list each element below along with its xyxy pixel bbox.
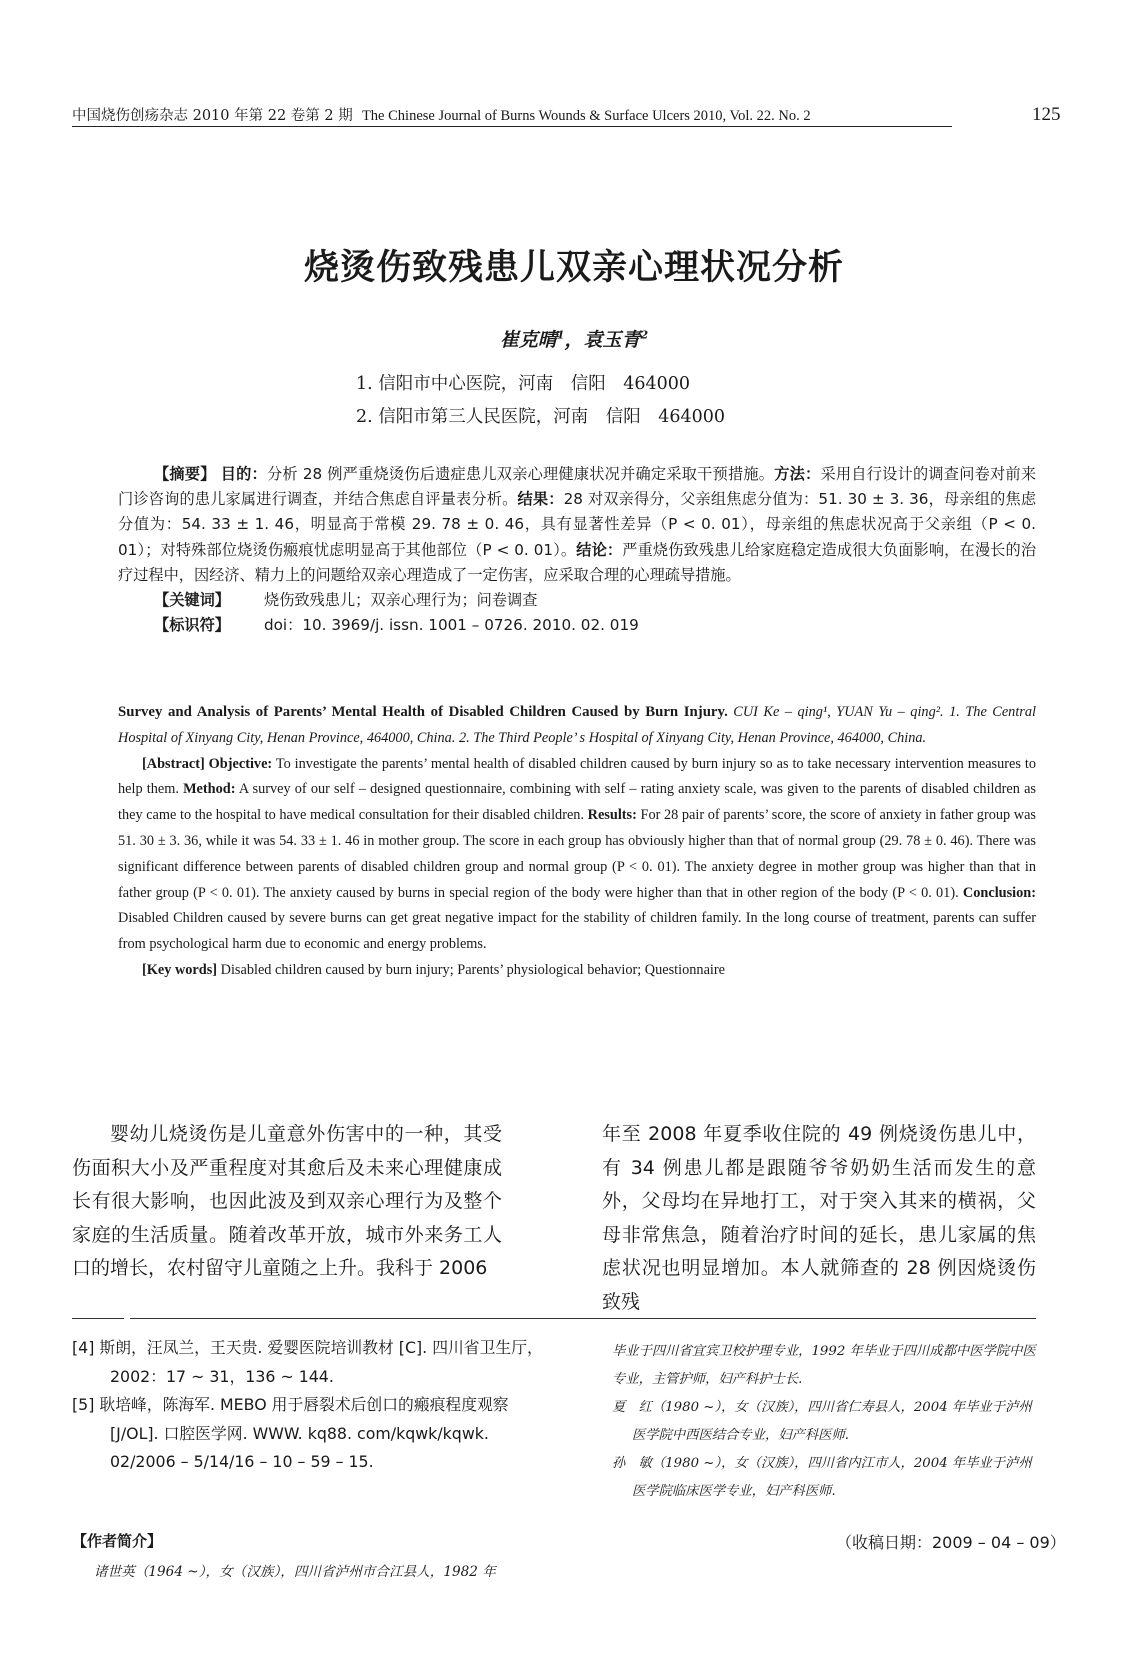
keywords-cn-label: 【关键词】 [154,591,230,610]
received-date: （收稿日期：2009 – 04 – 09） [836,1533,1066,1552]
body-column-left [72,1118,502,1286]
abstract-cn [118,462,1036,638]
method-label: 方法： [774,465,821,483]
abstract-en-body [118,752,1036,958]
footnote-rule-short [72,1318,124,1319]
keywords-cn: 烧伤致残患儿；双亲心理行为；问卷调查 [264,591,538,610]
english-affiliations: 1. The Central Hospital of Xinyang City, Henan Province, 464000, China. 2. The Third People’ s Hospital of Xinyang City, Henan Province, 464000, China. [118,704,1036,746]
author-bio-2: 夏 红（1980 ~），女（汉族），四川省仁寿县人，2004 年毕业于泸州医学院中西医结合专业，妇产科医师. [612,1400,1032,1443]
method-en-label: Method: [183,781,236,798]
result-label: 结果： [517,490,564,509]
keywords-cn-line [118,588,1036,613]
author-bio-heading: 【作者简介】 [72,1532,163,1550]
english-title: Survey and Analysis of Parents’ Mental Health of Disabled Children Caused by Burn Injury. [118,704,728,720]
footnote-rule [130,1318,1036,1319]
author-bios-right [612,1338,1038,1506]
abstract-en-header [118,700,1036,752]
identifier-line [118,613,1036,638]
method-text: 采用自行设计的调查问卷对前来门诊咨询的患儿家属进行调查，并结合焦虑自评量表分析。 [118,465,1037,509]
body-paragraph-left: 婴幼儿烧烫伤是儿童意外伤害中的一种，其受伤面积大小及严重程度对其愈后及未来心理健康成长有很大影响，也因此波及到双亲心理行为及整个家庭的生活质量。随着改革开放，城市外来务工人口的增长，农村留守儿童随之上升。我科于 2006 [72,1123,502,1279]
conclusion-text: 严重烧伤致残患儿给家庭稳定造成很大负面影响，在漫长的治疗过程中，因经济、精力上的问题给双亲心理造成了一定伤害，应采取合理的心理疏导措施。 [118,540,1037,584]
journal-name-en: The Chinese Journal of Burns Wounds & Surface Ulcers 2010, Vol. 22. No. 2 [361,108,811,124]
abstract-en-label: [Abstract] [142,755,205,772]
method-en-text: A survey of our self – designed questionnaire, combining with self – rating anxiety scale, was given to the parents of disabled children as they came to the hospital to have medical consultation for their disabled children. [118,781,1036,824]
objective-en-text: To investigate the parents’ mental health of disabled children caused by burn injury so as to take necessary intervention measures to help them. [118,755,1036,798]
journal-name-cn: 中国烧伤创疡杂志 2010 年第 22 卷第 2 期 [72,108,353,124]
affiliation-1: 1. 信阳市中心医院，河南 信阳 464000 [356,374,691,394]
results-en-label: Results: [587,807,637,824]
conclusion-label: 结论： [576,540,623,559]
page-number: 125 [1032,104,1061,125]
body-paragraph-right: 年至 2008 年夏季收住院的 49 例烧烫伤患儿中，有 34 例患儿都是跟随爷爷奶奶生活而发生的意外，父母均在异地打工，对于突入其来的横祸，父母非常焦急，随着治疗时间的延长，患儿家属的焦虑状况也明显增加。本人就筛查的 28 例因烧烫伤致残 [602,1123,1036,1313]
conclusion-en-label: Conclusion: [962,884,1037,901]
objective-label: 目的： [220,465,267,483]
author-2-sup: 2 [640,328,649,342]
results-en-text: For 28 pair of parents’ score, the score of anxiety in father group was 51. 30 ± 3. 36, while it was 54. 33 ± 1. 46 in mother group. The score in each group has obviously higher than that of normal group (29. 78 ± 0. 46). There was significant difference between parents of disabled children group and normal group (P < 0. 01). The anxiety degree in mother group was higher than that in father group (P < 0. 01). The anxiety caused by burns in special region of the body were higher than that in other region of the body (P < 0. 01). [118,807,1037,901]
reference-list [72,1334,552,1477]
abstract-cn-label: 【摘要】 [154,465,216,483]
author-bio-1-continued: 毕业于四川省宜宾卫校护理专业，1992 年毕业于四川成都中医学院中医专业，主管护师，妇产科护士长. [612,1344,1036,1387]
author-bio-3: 孙 敏（1980 ~），女（汉族），四川省内江市人，2004 年毕业于泸州医学院临床医学专业，妇产科医师. [612,1456,1032,1499]
abstract-cn-body [118,462,1036,588]
author-line [0,325,1148,352]
keywords-en: Disabled children caused by burn injury; Parents’ physiological behavior; Questionnaire [220,961,725,978]
result-text: 28 对双亲得分，父亲组焦虑分值为：51. 30 ± 3. 36，母亲组的焦虑分值为：54. 33 ± 1. 46，明显高于常模 29. 78 ± 0. 46，具有显著性差异（P < 0. 01），母亲组的焦虑状况高于父亲组（P < 0. 01）；对特殊部位烧烫伤瘢痕忧虑明显高于其他部位（P < 0. 01）。 [118,490,1037,559]
author-2: 袁玉青 [583,329,641,351]
conclusion-en-text: Disabled Children caused by severe burns can get great negative impact for the stability of children family. In the long course of treatment, parents can suffer from psychological harm due to economic and energy problems. [118,910,1036,953]
doi: doi：10. 3969/j. issn. 1001 – 0726. 2010. 02. 019 [264,616,639,635]
running-head [72,106,952,127]
english-authors: CUI Ke – qing¹, YUAN Yu – qing². [733,704,944,720]
author-separator: ， [564,329,584,351]
reference-5: [5] 耿培峰，陈海军. MEBO 用于唇裂术后创口的瘢痕程度观察 [J/OL]. 口腔医学网. WWW. kq88. com/kqwk/kqwk. 02/2006 – 5/14/16 – 10 – 59 – 15. [72,1395,509,1471]
body-column-right [602,1118,1036,1319]
identifier-label: 【标识符】 [154,616,230,635]
keywords-en-line [118,958,1036,984]
author-1-sup: 1 [556,328,565,342]
abstract-en [118,700,1036,984]
author-1: 崔克晴 [499,329,557,351]
affiliation-2: 2. 信阳市第三人民医院，河南 信阳 464000 [356,407,726,427]
objective-en-label: Objective: [208,755,273,772]
objective-text: 分析 28 例严重烧烫伤后遗症患儿双亲心理健康状况并确定采取干预措施。 [266,465,775,483]
keywords-en-label: [Key words] [142,961,218,978]
article-title: 烧烫伤致残患儿双亲心理状况分析 [303,248,844,288]
author-bio-1: 诸世英（1964 ~），女（汉族），四川省泸州市合江县人，1982 年 [94,1564,496,1580]
reference-4: [4] 斯朗，汪凤兰，王天贵. 爱婴医院培训教材 [C]. 四川省卫生厅，2002：17 ~ 31，136 ~ 144. [72,1338,543,1386]
